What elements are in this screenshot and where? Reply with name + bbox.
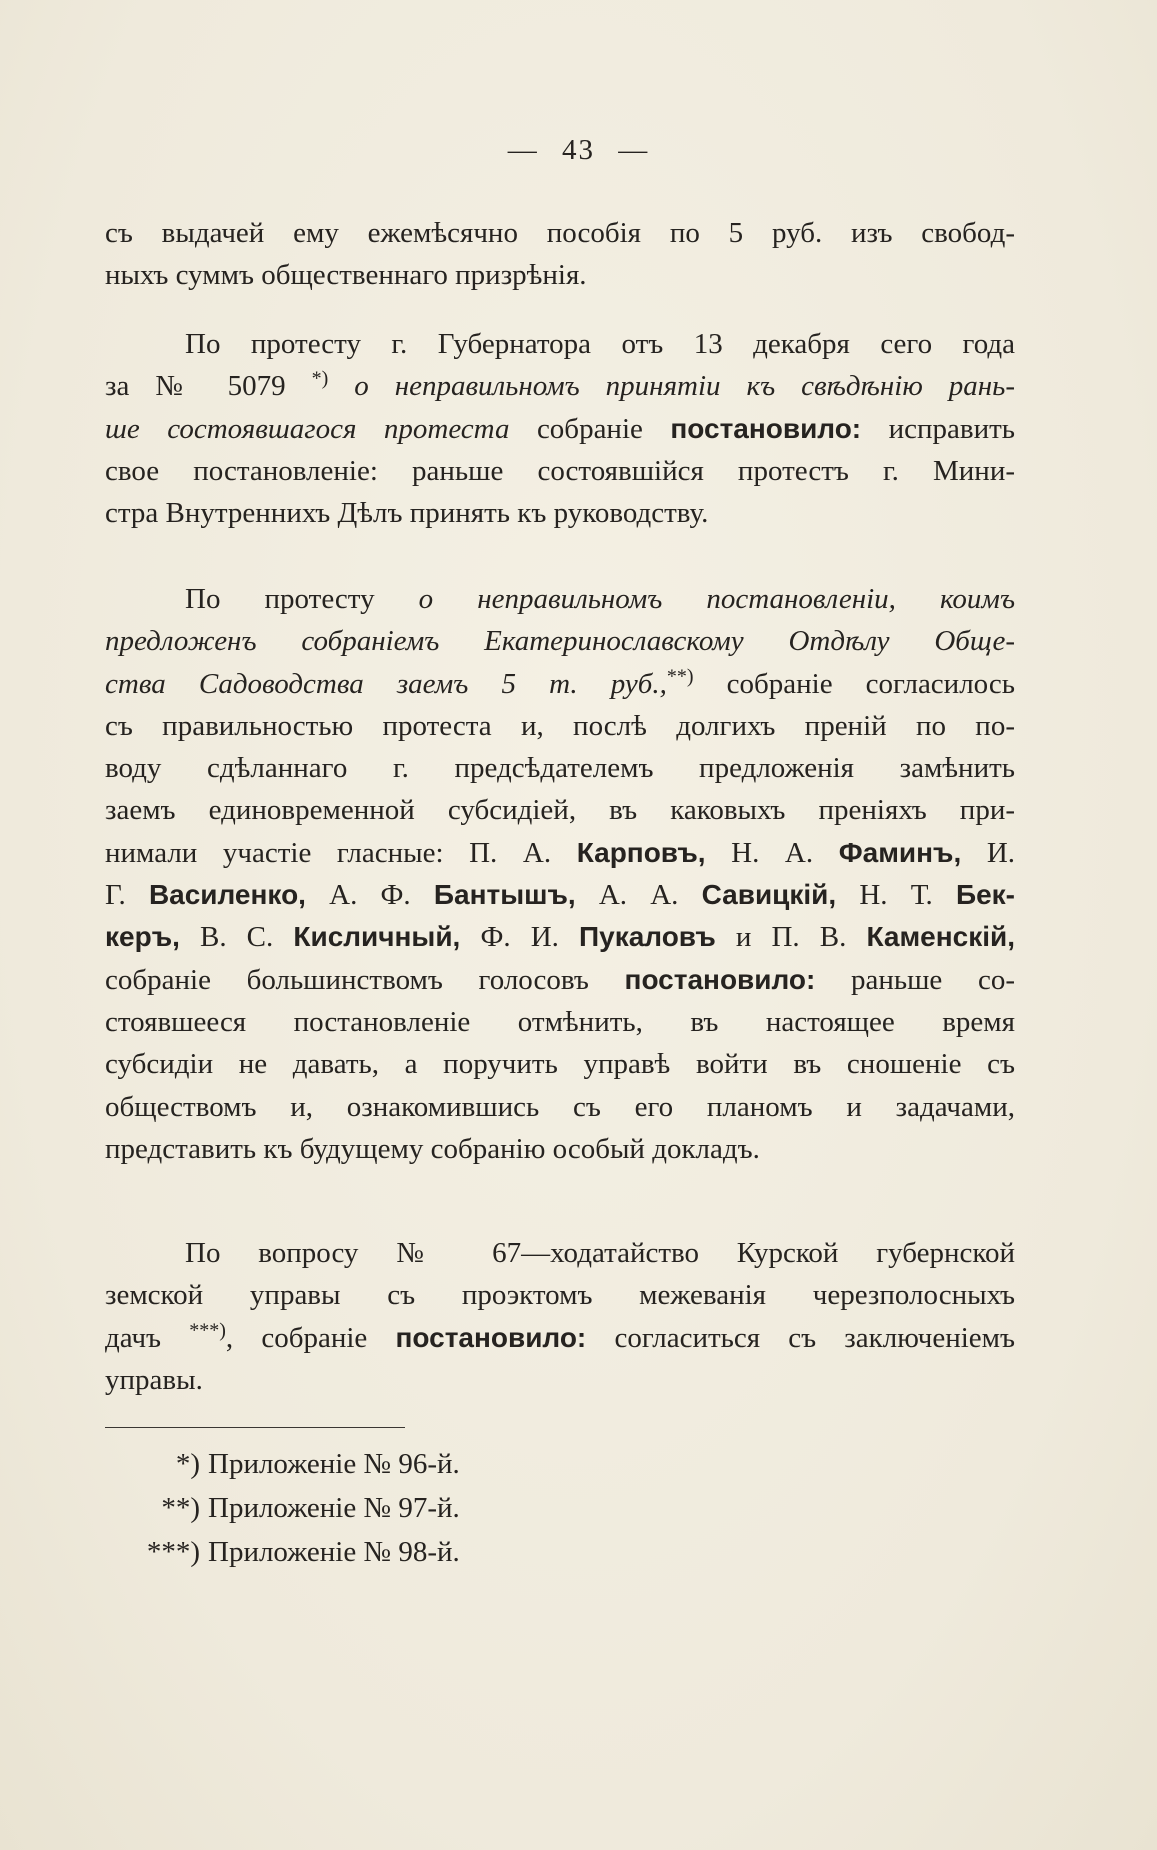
bold-name: Василенко, bbox=[148, 879, 306, 911]
text-run: исправить bbox=[861, 412, 1015, 445]
text-line bbox=[105, 916, 1015, 958]
text-line: представить къ будущему собранію особый докладъ. bbox=[105, 1132, 760, 1165]
text-line: воду сдѣланнаго г. предсѣдателемъ предложенія замѣнить bbox=[105, 752, 1015, 785]
text-run: за № 5079 bbox=[105, 370, 312, 403]
page-number: — 43 — bbox=[507, 134, 650, 166]
text-run: раньше со- bbox=[815, 963, 1015, 996]
text-line: управы. bbox=[105, 1363, 203, 1396]
bold-run: постановило: bbox=[624, 963, 816, 995]
bold-name: керъ, bbox=[105, 921, 180, 953]
text-line bbox=[105, 663, 1015, 705]
text-line bbox=[105, 874, 1015, 916]
bold-name: Бек- bbox=[955, 879, 1016, 911]
footnote-text: Приложеніе № 96-й. bbox=[208, 1448, 460, 1480]
footnote-mark: ***) bbox=[146, 1536, 200, 1568]
text-line: заемъ единовременной субсидіей, въ каковыхъ преніяхъ при- bbox=[105, 794, 1015, 827]
bold-name: Савицкій, bbox=[701, 879, 837, 911]
bold-run: постановило: bbox=[670, 412, 862, 444]
text-line: съ правильностью протеста и, послѣ долгихъ преній по по- bbox=[105, 709, 1015, 742]
footnote bbox=[105, 1442, 605, 1486]
paragraph-1 bbox=[105, 212, 1015, 297]
bold-name: Бантышъ, bbox=[433, 879, 576, 911]
text-line: предложенъ собраніемъ Екатеринославскому Отдѣлу Обще- bbox=[105, 625, 1015, 658]
text-line: субсидіи не давать, а поручить управѣ войти въ сношеніе съ bbox=[105, 1048, 1015, 1081]
bold-run: постановило: bbox=[395, 1321, 587, 1353]
text-run: Г. bbox=[105, 879, 149, 912]
italic-run: о неправильномъ постановленіи, коимъ bbox=[418, 583, 1015, 615]
text-run: А. А. bbox=[575, 879, 702, 912]
bold-name: Кисличный, bbox=[293, 921, 461, 953]
footnote-ref: ***) bbox=[189, 1318, 226, 1341]
text-line bbox=[105, 1317, 1015, 1359]
footnote-mark: *) bbox=[175, 1448, 200, 1480]
text-line: По протесту г. Губернатора отъ 13 декабря сего года bbox=[185, 328, 1015, 360]
text-run: Н. Т. bbox=[836, 879, 956, 912]
text-line: съ выдачей ему ежемѣсячно пособія по 5 руб. изъ свобод- bbox=[105, 217, 1015, 249]
text-run: собраніе большинствомъ голосовъ bbox=[105, 963, 625, 996]
text-run: , собраніе bbox=[225, 1321, 396, 1354]
footnote-text: Приложеніе № 98-й. bbox=[208, 1536, 460, 1568]
paragraph-4 bbox=[105, 1232, 1015, 1401]
text-line bbox=[105, 365, 1015, 407]
bold-name: Каменскій, bbox=[866, 921, 1016, 953]
text-line: земской управы съ проэктомъ межеванія черезполосныхъ bbox=[105, 1279, 1015, 1312]
text-run: дачъ bbox=[105, 1321, 190, 1354]
italic-run: о неправильномъ принятіи къ свѣдѣнію рань- bbox=[328, 370, 1015, 403]
text-line: свое постановленіе: раньше состоявшійся протестъ г. Мини- bbox=[105, 454, 1015, 487]
footnote bbox=[105, 1530, 605, 1574]
text-run: собраніе bbox=[509, 412, 671, 445]
text-run: И. bbox=[961, 836, 1016, 869]
text-line: обществомъ и, ознакомившись съ его планомъ и задачами, bbox=[105, 1090, 1015, 1123]
footnote-mark: **) bbox=[161, 1492, 200, 1524]
text-line bbox=[105, 832, 1015, 874]
footnote-divider bbox=[105, 1427, 405, 1428]
text-run: нимали участіе гласные: П. А. bbox=[105, 836, 577, 869]
text-run: В. С. bbox=[179, 921, 294, 954]
text-line bbox=[105, 578, 1015, 620]
text-run: А. Ф. bbox=[305, 879, 434, 912]
text-run: Ф. И. bbox=[460, 921, 579, 954]
text-run: По протесту bbox=[185, 583, 419, 615]
bold-name: Карповъ, bbox=[576, 836, 706, 868]
footnote-text: Приложеніе № 97-й. bbox=[208, 1492, 460, 1524]
text-run: Н. А. bbox=[705, 836, 839, 869]
footnotes bbox=[105, 1442, 605, 1574]
footnote bbox=[105, 1486, 605, 1530]
text-line: стра Внутреннихъ Дѣлъ принять къ руководству. bbox=[105, 497, 709, 530]
paragraph-2 bbox=[105, 323, 1015, 534]
italic-run: ше состоявшагося протеста bbox=[105, 412, 510, 445]
footnote-ref: **) bbox=[666, 664, 694, 687]
text-run: согласиться съ заключеніемъ bbox=[586, 1321, 1016, 1354]
text-line: ныхъ суммъ общественнаго призрѣнія. bbox=[105, 259, 587, 292]
text-run: и П. В. bbox=[715, 921, 867, 954]
bold-name: Фаминъ, bbox=[838, 836, 962, 868]
text-line bbox=[105, 959, 1015, 1001]
text-line: По вопросу № 67—ходатайство Курской губернской bbox=[185, 1237, 1015, 1269]
text-line bbox=[105, 408, 1015, 450]
text-run: собраніе согласилось bbox=[693, 667, 1015, 700]
bold-name: Пукаловъ bbox=[579, 921, 716, 953]
paragraph-3 bbox=[105, 578, 1015, 1170]
footnote-ref: *) bbox=[311, 367, 329, 390]
italic-run: ства Садоводства заемъ 5 т. руб., bbox=[105, 667, 667, 700]
text-line: стоявшееся постановленіе отмѣнить, въ настоящее время bbox=[105, 1005, 1015, 1038]
